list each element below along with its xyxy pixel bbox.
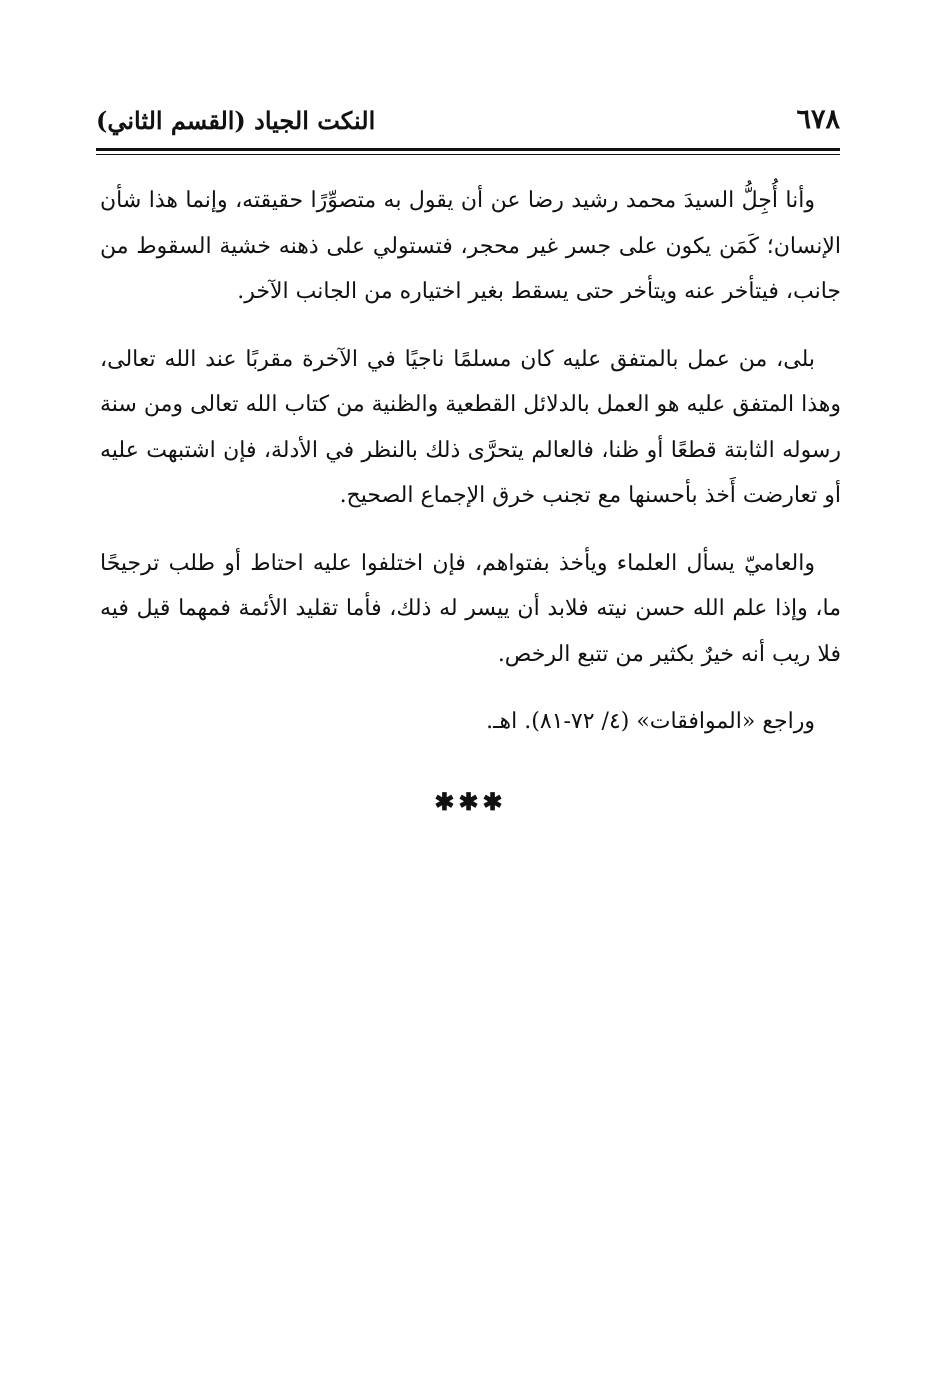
paragraph-1: وأنا أُجِلُّ السيدَ محمد رشيد رضا عن أن يقول به متصوِّرًا حقيقته، وإنما هذا شأن الإنسان؛ كَمَن يكون على جسر غير محجر، فتستولي على ذهنه خشية السقوط من جانب، فيتأخر عنه ويتأخر حتى يسقط بغير اختياره من الجانب الآخر. xyxy=(100,188,841,304)
reference-note: وراجع «الموافقات» (٤/ ٧٢-٨١). اهـ. xyxy=(486,709,815,734)
running-title: النكت الجياد (القسم الثاني) xyxy=(96,106,376,135)
paragraph-2: بلى، من عمل بالمتفق عليه كان مسلمًا ناجيًا في الآخرة مقربًا عند الله تعالى، وهذا المتفق عليه هو العمل بالدلائل القطعية والظنية من كتاب الله تعالى ومن سنة رسوله الثابتة قطعًا أو ظنا، فالعالم يتحرَّى ذلك بالنظر في الأدلة، فإن اشتبهت عليه أو تعارضت أَخذ بأحسنها مع تجنب خرق الإجماع الصحيح. xyxy=(100,346,841,508)
header-rule-thin xyxy=(96,154,840,155)
page-number: ٦٧٨ xyxy=(796,104,840,135)
header-rule-thick xyxy=(96,148,840,151)
page-header xyxy=(96,100,840,146)
paragraph-3: والعاميّ يسأل العلماء ويأخذ بفتواهم، فإن اختلفوا عليه احتاط أو طلب ترجيحًا ما، وإذا علم الله حسن نيته فلابد أن ييسر له ذلك، فأما تقليد الأئمة فمهما قيل فيه فلا ريب أنه خيرٌ بكثير من تتبع الرخص. xyxy=(100,550,841,667)
body-text xyxy=(100,178,841,816)
section-ornament: ✱✱✱ xyxy=(434,786,507,816)
